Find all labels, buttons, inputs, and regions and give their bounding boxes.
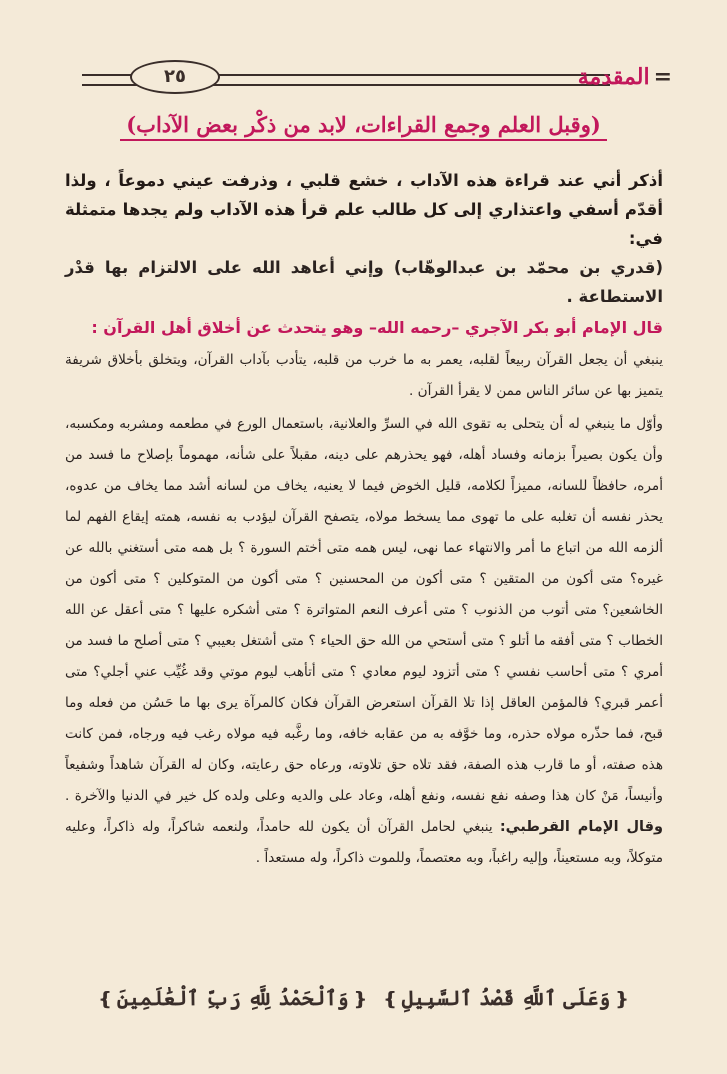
section-title bbox=[578, 64, 672, 90]
page-header bbox=[82, 60, 672, 100]
body-paragraph-2 bbox=[65, 409, 663, 874]
section-title-text: المقدمة bbox=[577, 64, 650, 90]
body-paragraph-1: ينبغي أن يجعل القرآن ربيعاً لقلبه، يعمر به ما خرب من قلبه، يتأدب بآداب القرآن، ويتخلق بأخلاق شريفة يتميز بها عن سائر الناس ممن لا يقرأ القرآن . bbox=[65, 352, 663, 399]
closing-left-phrase: وَٱلْحَمْدُ لِلَّهِ رَبِّ ٱلْعَٰلَمِينَ bbox=[116, 986, 349, 1010]
qurtubi-label: وقال الإمام القرطبي: bbox=[499, 819, 664, 835]
subtitle-text: (وقبل العلم وجمع القراءات، لابد من ذكْر بعض الآداب) bbox=[120, 112, 607, 141]
closing-right-phrase: وَعَلَى ٱللَّهِ قَصْدُ ٱلسَّبِيلِ bbox=[401, 986, 611, 1010]
author-pledge: (قدري بن محمّد بن عبدالوهّاب) وإني أعاهد الله على الالتزام بها قدْر الاستطاعة . bbox=[65, 258, 663, 306]
title-dash-ornament: = bbox=[653, 64, 672, 90]
ornament-icon: ❵ bbox=[97, 989, 113, 1010]
page-subtitle bbox=[0, 112, 727, 141]
main-text bbox=[65, 166, 663, 874]
ornament-icon: ❴ bbox=[352, 989, 368, 1010]
quote-heading: قال الإمام أبو بكر الآجري –رحمه الله– وهو يتحدث عن أخلاق أهل القرآن : bbox=[91, 318, 663, 337]
page-number: ٢٥ bbox=[130, 60, 220, 94]
body-paragraph-2-text: وأوّل ما ينبغي له أن يتحلى به تقوى الله في السرِّ والعلانية، باستعمال الورع في مطعمه ومشربه ومكسبه، وأن يكون بصيراً بزمانه وفساد أهله، فهو يحذرهم على دينه، مقبلاً على شأنه، مهموماً بإصلاح ما فسد من أمره، حافظاً للسانه، مميزاً لكلامه، قليل الخوض فيما لا يعنيه، يخاف من لسانه أشد مما يخاف من عدوه، يحذر نفسه أن تغلبه على ما تهوى مما يسخط مولاه، يتصفح القرآن ليؤدب به نفسه، همته إيقاع الفهم لما ألزمه الله من اتباع ما أمر والانتهاء عما نهى، ليس همه متى أختم السورة ؟ بل همه متى أستغني بالله عن غيره؟ متى أكون من المتقين ؟ متى أكون من المحسنين ؟ متى أكون من المتوكلين ؟ متى أكون من الخاشعين؟ متى أتوب من الذنوب ؟ متى أعرف النعم المتواترة ؟ متى أشكره عليها ؟ متى أعقل عن الله الخطاب ؟ متى أفقه ما أتلو ؟ متى أستحي من الله حق الحياء ؟ متى أشتغل بعيبي ؟ متى أصلح ما فسد من أمري ؟ متى أحاسب نفسي ؟ متى أتزود ليوم معادي ؟ متى أتأهب ليوم موتي وقد غُيِّب عني أجلي؟ متى أعمر قبري؟ فالمؤمن العاقل إذا تلا القرآن استعرض القرآن فكان كالمرآة يرى بها ما حَسُن من فعله وما قبح، فما حذّره مولاه حذره، وما خوَّفه به من عقابه خافه، وما رغَّبه فيه مولاه رغب فيه ورجاه، فمن كانت هذه صفته، أو ما قارب هذه الصفة، فقد تلاه حق تلاوته، ورعاه حق رعايته، وكان له القرآن شاهداً وشفيعاً وأنيساً، مَنْ كان هذا وصفه نفع نفسه، ونفع أهله، وعاد على والديه وعلى ولده كل خير في الدنيا والآخرة . bbox=[65, 416, 663, 804]
intro-paragraph: أذكر أني عند قراءة هذه الآداب ، خشع قلبي ، وذرفت عيني دموعاً ، ولذا أقدّم أسفي واعتذاري إلى كل طالب علم قرأ هذه الآداب ولم يجدها متمثلة في: bbox=[65, 171, 663, 248]
ornament-icon: ❴ bbox=[614, 989, 630, 1010]
closing-verse bbox=[0, 986, 727, 1010]
qurtubi-quote: ينبغي لحامل القرآن أن يكون لله حامداً، ولنعمه شاكراً، وله ذاكراً، وعليه متوكلاً، وبه مستعيناً، وإليه راغباً، وبه معتصماً، وللموت ذاكراً، وله مستعداً . bbox=[65, 819, 663, 866]
ornament-icon: ❵ bbox=[382, 989, 398, 1010]
